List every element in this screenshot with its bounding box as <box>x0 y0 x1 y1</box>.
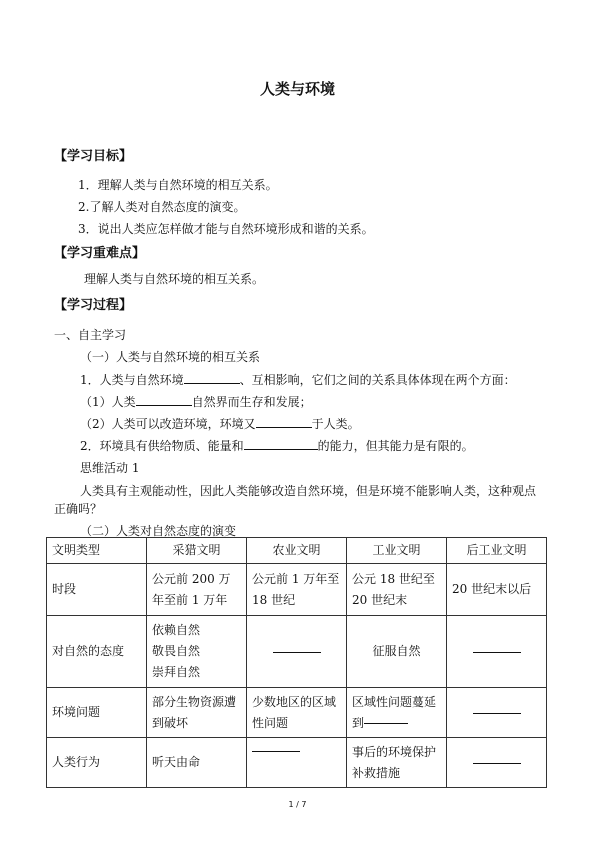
question-text: 1．人类与自然环境 <box>80 373 184 387</box>
process-heading: 【学习过程】 <box>54 298 133 313</box>
fill-blank[interactable] <box>184 371 240 384</box>
question-text: 自然界而生存和发展； <box>191 395 312 409</box>
table-cell: 公元前 200 万年至前 1 万年 <box>147 564 247 616</box>
question-text: 、互相影响，它们之间的关系具体体现在两个方面： <box>239 373 516 387</box>
table-header-cell: 工业文明 <box>347 538 447 564</box>
goal-item: 2.了解人类对自然态度的演变。 <box>78 200 246 214</box>
table-cell: 少数地区的区域性问题 <box>247 688 347 738</box>
table-cell: 事后的环境保护补救措施 <box>347 738 447 788</box>
table-cell-text: 区域性问题蔓延到 <box>352 694 437 730</box>
question-1 <box>80 371 516 388</box>
table-row <box>47 616 547 688</box>
key-points-text: 理解人类与自然环境的相互关系。 <box>84 272 265 286</box>
table-cell: 听天由命 <box>147 738 247 788</box>
row-label: 环境问题 <box>47 688 147 738</box>
subsection-heading: （一）人类与自然环境的相互关系 <box>80 350 261 364</box>
part-heading: 一、自主学习 <box>54 328 127 342</box>
table-header-cell: 农业文明 <box>247 538 347 564</box>
fill-blank[interactable] <box>473 651 521 653</box>
table-cell <box>347 688 447 738</box>
table-cell-blank[interactable] <box>447 616 547 688</box>
activity-label: 思维活动 1 <box>80 461 140 475</box>
table-cell: 20 世纪末以后 <box>447 564 547 616</box>
table-cell: 依赖自然 敬畏自然 崇拜自然 <box>147 616 247 688</box>
fill-blank[interactable] <box>136 393 192 406</box>
table-header-row <box>47 538 547 564</box>
fill-blank[interactable] <box>252 750 300 752</box>
question-1-2 <box>80 415 360 432</box>
table-row <box>47 738 547 788</box>
key-points-heading: 【学习重难点】 <box>54 246 146 261</box>
row-label: 时段 <box>47 564 147 616</box>
page-number: 1 / 7 <box>288 800 307 809</box>
question-text: 于人类。 <box>311 417 360 431</box>
question-text: 的能力，但其能力是有限的。 <box>317 439 474 453</box>
table-header-cell: 采猎文明 <box>147 538 247 564</box>
question-text: （1）人类 <box>80 395 136 409</box>
question-text: 2．环境具有供给物质、能量和 <box>80 439 244 453</box>
table-cell-blank[interactable] <box>447 688 547 738</box>
page-title: 人类与环境 <box>259 80 335 98</box>
table-cell-blank[interactable] <box>447 738 547 788</box>
table-header-cell: 文明类型 <box>47 538 147 564</box>
goals-heading: 【学习目标】 <box>54 149 133 164</box>
row-label: 对自然的态度 <box>47 616 147 688</box>
fill-blank[interactable] <box>244 437 318 450</box>
table-header-cell: 后工业文明 <box>447 538 547 564</box>
question-2 <box>80 437 474 454</box>
table-cell-blank[interactable] <box>247 616 347 688</box>
goal-item: 3．说出人类应怎样做才能与自然环境形成和谐的关系。 <box>78 222 374 236</box>
subsection-heading: （二）人类对自然态度的演变 <box>80 524 237 538</box>
civilization-table <box>46 537 547 788</box>
question-1-1 <box>80 393 312 410</box>
table-cell: 征服自然 <box>347 616 447 688</box>
table-row <box>47 688 547 738</box>
table-row <box>47 564 547 616</box>
table-cell: 公元 18 世纪至 20 世纪末 <box>347 564 447 616</box>
fill-blank[interactable] <box>473 712 521 714</box>
fill-blank[interactable] <box>256 415 312 428</box>
fill-blank[interactable] <box>473 762 521 764</box>
activity-paragraph-cont: 正确吗？ <box>54 502 103 516</box>
fill-blank[interactable] <box>273 651 321 653</box>
table-cell-blank[interactable] <box>247 738 347 788</box>
table-cell: 部分生物资源遭到破坏 <box>147 688 247 738</box>
table-cell: 公元前 1 万年至 18 世纪 <box>247 564 347 616</box>
activity-paragraph: 人类具有主观能动性，因此人类能够改造自然环境，但是环境不能影响人类，这种观点 <box>80 484 537 498</box>
fill-blank[interactable] <box>364 722 408 724</box>
question-text: （2）人类可以改造环境，环境又 <box>80 417 256 431</box>
row-label: 人类行为 <box>47 738 147 788</box>
goal-item: 1．理解人类与自然环境的相互关系。 <box>78 178 278 192</box>
